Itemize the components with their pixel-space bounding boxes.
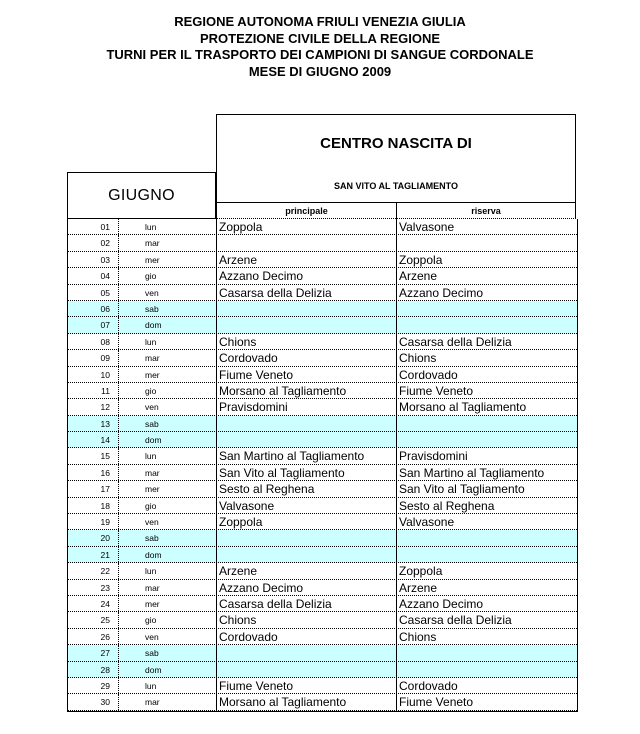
principale-cell: San Vito al Tagliamento bbox=[217, 465, 397, 480]
day-number: 15 bbox=[68, 448, 119, 463]
principale-cell: Morsano al Tagliamento bbox=[217, 383, 397, 398]
principale-cell bbox=[217, 432, 397, 447]
riserva-cell: Cordovado bbox=[399, 367, 458, 382]
day-number: 30 bbox=[68, 694, 119, 709]
table-row bbox=[68, 612, 577, 628]
riserva-cell: Valvasone bbox=[399, 220, 455, 234]
riserva-cell bbox=[397, 530, 575, 545]
principale-cell: Zoppola bbox=[217, 219, 397, 234]
riserva-cell bbox=[397, 547, 575, 562]
principale-cell: Azzano Decimo bbox=[217, 268, 397, 283]
table-row bbox=[68, 317, 577, 333]
table-row bbox=[68, 678, 577, 694]
day-number: 27 bbox=[68, 645, 119, 660]
day-number: 12 bbox=[68, 399, 119, 414]
table-row bbox=[68, 662, 577, 678]
principale-cell: Zoppola bbox=[217, 514, 397, 529]
table-row bbox=[68, 481, 577, 497]
weekday: mer bbox=[119, 252, 217, 267]
principale-cell bbox=[217, 662, 397, 677]
riserva-cell: Morsano al Tagliamento bbox=[399, 400, 527, 415]
weekday: gio bbox=[119, 383, 217, 398]
table-row bbox=[68, 530, 577, 546]
day-number: 14 bbox=[68, 432, 119, 447]
weekday: mar bbox=[119, 694, 217, 709]
weekday: lun bbox=[119, 334, 217, 349]
principale-cell: San Martino al Tagliamento bbox=[217, 448, 397, 463]
table-row bbox=[68, 301, 577, 317]
riserva-cell bbox=[397, 645, 575, 660]
table-row bbox=[68, 252, 577, 268]
day-number: 25 bbox=[68, 612, 119, 627]
weekday: mer bbox=[119, 481, 217, 496]
principale-cell bbox=[217, 547, 397, 562]
riserva-cell: Azzano Decimo bbox=[399, 596, 484, 611]
principale-cell: Chions bbox=[217, 334, 397, 349]
riserva-cell: Zoppola bbox=[399, 564, 443, 579]
table-row bbox=[68, 514, 577, 530]
riserva-cell bbox=[397, 416, 575, 431]
day-number: 20 bbox=[68, 530, 119, 545]
weekday: gio bbox=[119, 612, 217, 627]
birth-center-header bbox=[216, 114, 576, 203]
table-row bbox=[68, 350, 577, 366]
weekday: ven bbox=[119, 285, 217, 300]
table-row bbox=[68, 563, 577, 579]
principale-cell: Sesto al Reghena bbox=[217, 481, 397, 496]
day-number: 23 bbox=[68, 580, 119, 595]
weekday: ven bbox=[119, 514, 217, 529]
principale-cell bbox=[217, 301, 397, 316]
table-row bbox=[68, 629, 577, 645]
table-row bbox=[68, 285, 577, 301]
day-number: 26 bbox=[68, 629, 119, 644]
day-number: 10 bbox=[68, 367, 119, 382]
column-header-principale: principale bbox=[216, 203, 396, 219]
heading-region: REGIONE AUTONOMA FRIULI VENEZIA GIULIA bbox=[174, 14, 466, 29]
table-row bbox=[68, 416, 577, 432]
riserva-cell: Casarsa della Delizia bbox=[399, 613, 512, 628]
day-number: 02 bbox=[68, 235, 119, 250]
table-row bbox=[68, 596, 577, 612]
weekday: mar bbox=[119, 465, 217, 480]
day-number: 09 bbox=[68, 350, 119, 365]
riserva-cell: Valvasone bbox=[399, 515, 455, 530]
day-number: 24 bbox=[68, 596, 119, 611]
schedule-table bbox=[67, 219, 578, 712]
riserva-cell bbox=[397, 301, 575, 316]
principale-cell: Casarsa della Delizia bbox=[217, 596, 397, 611]
riserva-cell: Arzene bbox=[399, 580, 438, 595]
weekday: sab bbox=[119, 530, 217, 545]
riserva-cell: Fiume Veneto bbox=[399, 383, 474, 398]
weekday: gio bbox=[119, 498, 217, 513]
weekday: gio bbox=[119, 268, 217, 283]
riserva-cell bbox=[397, 432, 575, 447]
riserva-cell: Chions bbox=[399, 351, 437, 366]
weekday: mar bbox=[119, 350, 217, 365]
weekday: ven bbox=[119, 399, 217, 414]
riserva-cell: Chions bbox=[399, 629, 437, 644]
month-label: GIUGNO bbox=[108, 187, 175, 204]
table-row bbox=[68, 465, 577, 481]
principale-cell bbox=[217, 645, 397, 660]
month-header bbox=[67, 172, 216, 219]
weekday: mar bbox=[119, 235, 217, 250]
day-number: 17 bbox=[68, 481, 119, 496]
day-number: 22 bbox=[68, 563, 119, 578]
day-number: 01 bbox=[68, 219, 119, 234]
day-number: 21 bbox=[68, 547, 119, 562]
table-row bbox=[68, 334, 577, 350]
heading-month: MESE DI GIUGNO 2009 bbox=[248, 63, 392, 79]
day-number: 06 bbox=[68, 301, 119, 316]
principale-cell: Arzene bbox=[217, 252, 397, 267]
principale-cell: Arzene bbox=[217, 563, 397, 578]
birth-center-name: SAN VITO AL TAGLIAMENTO bbox=[333, 181, 458, 191]
table-row bbox=[68, 580, 577, 596]
table-row bbox=[68, 547, 577, 563]
riserva-cell: Fiume Veneto bbox=[399, 695, 474, 710]
weekday: lun bbox=[119, 563, 217, 578]
weekday: sab bbox=[119, 416, 217, 431]
day-number: 18 bbox=[68, 498, 119, 513]
heading-shifts: TURNI PER IL TRASPORTO DEI CAMPIONI DI SANGUE CORDONALE bbox=[106, 47, 534, 62]
table-row bbox=[68, 235, 577, 251]
table-row bbox=[68, 383, 577, 399]
day-number: 29 bbox=[68, 678, 119, 693]
weekday: lun bbox=[119, 448, 217, 463]
table-row bbox=[68, 432, 577, 448]
principale-cell bbox=[217, 235, 397, 250]
principale-cell: Cordovado bbox=[217, 629, 397, 644]
table-row bbox=[68, 498, 577, 514]
day-number: 04 bbox=[68, 268, 119, 283]
weekday: mar bbox=[119, 580, 217, 595]
riserva-cell bbox=[397, 235, 575, 250]
weekday: lun bbox=[119, 219, 217, 234]
principale-cell: Morsano al Tagliamento bbox=[217, 694, 397, 709]
day-number: 07 bbox=[68, 317, 119, 332]
day-number: 11 bbox=[68, 383, 119, 398]
principale-cell: Chions bbox=[217, 612, 397, 627]
table-row bbox=[68, 399, 577, 415]
day-number: 28 bbox=[68, 662, 119, 677]
weekday: sab bbox=[119, 301, 217, 316]
table-row bbox=[68, 694, 577, 710]
weekday: sab bbox=[119, 645, 217, 660]
heading-civil-protection: PROTEZIONE CIVILE DELLA REGIONE bbox=[199, 30, 441, 46]
day-number: 03 bbox=[68, 252, 119, 267]
riserva-cell: Sesto al Reghena bbox=[399, 498, 495, 513]
riserva-cell: Cordovado bbox=[399, 678, 458, 693]
table-row bbox=[68, 448, 577, 464]
riserva-cell: San Martino al Tagliamento bbox=[399, 465, 545, 480]
table-row bbox=[68, 268, 577, 284]
riserva-cell: Casarsa della Delizia bbox=[399, 334, 512, 349]
weekday: mer bbox=[119, 367, 217, 382]
riserva-cell: Azzano Decimo bbox=[399, 285, 484, 300]
principale-cell: Fiume Veneto bbox=[217, 678, 397, 693]
weekday: dom bbox=[119, 547, 217, 562]
riserva-cell: Pravisdomini bbox=[399, 449, 468, 464]
table-row bbox=[68, 219, 577, 235]
weekday: dom bbox=[119, 432, 217, 447]
principale-cell: Cordovado bbox=[217, 350, 397, 365]
riserva-cell: Zoppola bbox=[399, 252, 443, 267]
riserva-cell bbox=[397, 662, 575, 677]
principale-cell: Pravisdomini bbox=[217, 399, 397, 414]
principale-cell bbox=[217, 530, 397, 545]
day-number: 05 bbox=[68, 285, 119, 300]
weekday: dom bbox=[119, 317, 217, 332]
principale-cell bbox=[217, 416, 397, 431]
day-number: 08 bbox=[68, 334, 119, 349]
weekday: ven bbox=[119, 629, 217, 644]
riserva-cell: San Vito al Tagliamento bbox=[399, 482, 525, 497]
column-header-riserva: riserva bbox=[396, 203, 576, 219]
document-heading bbox=[0, 14, 640, 80]
riserva-cell bbox=[397, 317, 575, 332]
weekday: mer bbox=[119, 596, 217, 611]
day-number: 19 bbox=[68, 514, 119, 529]
principale-cell: Fiume Veneto bbox=[217, 367, 397, 382]
principale-cell: Azzano Decimo bbox=[217, 580, 397, 595]
riserva-cell: Arzene bbox=[399, 269, 438, 284]
principale-cell: Casarsa della Delizia bbox=[217, 285, 397, 300]
weekday: dom bbox=[119, 662, 217, 677]
day-number: 13 bbox=[68, 416, 119, 431]
day-number: 16 bbox=[68, 465, 119, 480]
principale-cell: Valvasone bbox=[217, 498, 397, 513]
weekday: lun bbox=[119, 678, 217, 693]
table-row bbox=[68, 367, 577, 383]
table-row bbox=[68, 645, 577, 661]
birth-center-title: CENTRO NASCITA DI bbox=[320, 135, 472, 152]
principale-cell bbox=[217, 317, 397, 332]
